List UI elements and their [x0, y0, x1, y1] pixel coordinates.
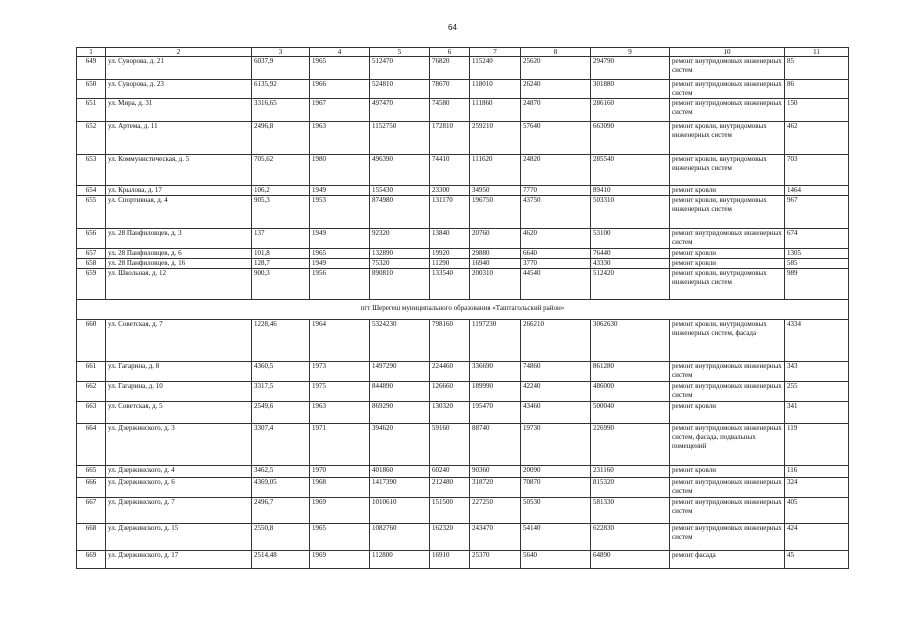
- cost-col-7: 243470: [470, 524, 521, 551]
- area: 4360,5: [252, 362, 310, 382]
- column-number: 9: [591, 48, 670, 57]
- work-type: ремонт внутридомовых инженерных систем: [670, 478, 785, 498]
- table-row: [77, 478, 849, 498]
- cost-col-8: 26240: [521, 80, 591, 99]
- row-number: 664: [77, 424, 106, 466]
- cost-col-7: 200310: [470, 269, 521, 300]
- cost-col-7: 118010: [470, 80, 521, 99]
- column-number-row: [77, 48, 849, 57]
- cost-col-7: 90360: [470, 466, 521, 478]
- table-row: [77, 524, 849, 551]
- cost-col-6: 798160: [430, 320, 470, 362]
- row-number: 655: [77, 196, 106, 229]
- cost-col-9: 663090: [591, 122, 670, 155]
- section-heading-row: [77, 300, 849, 320]
- cost-col-7: 196750: [470, 196, 521, 229]
- cost-col-8: 3770: [521, 259, 591, 269]
- address: ул. Гагарина, д. 10: [106, 382, 252, 402]
- table-row: [77, 122, 849, 155]
- cost-col-6: 172810: [430, 122, 470, 155]
- cost-col-8: 24820: [521, 155, 591, 186]
- cost-col-6: 19920: [430, 249, 470, 259]
- address: ул. 28 Панфиловцев, д. 6: [106, 249, 252, 259]
- table-row: [77, 320, 849, 362]
- work-type: ремонт кровли: [670, 259, 785, 269]
- table-row: [77, 229, 849, 249]
- cost-col-7: 111860: [470, 99, 521, 122]
- value-col-11: 1305: [785, 249, 849, 259]
- address: ул. Школьная, д. 12: [106, 269, 252, 300]
- area: 2514,48: [252, 551, 310, 569]
- work-type: ремонт внутридомовых инженерных систем: [670, 524, 785, 551]
- cost-col-9: 53100: [591, 229, 670, 249]
- table-row: [77, 155, 849, 186]
- work-type: ремонт внутридомовых инженерных систем: [670, 80, 785, 99]
- cost-col-9: 861280: [591, 362, 670, 382]
- area: 3317,5: [252, 382, 310, 402]
- area: 6135,92: [252, 80, 310, 99]
- repair-program-table: [76, 47, 849, 569]
- cost-col-7: 29880: [470, 249, 521, 259]
- table-row: [77, 382, 849, 402]
- cost-col-6: 212480: [430, 478, 470, 498]
- cost-col-7: 189990: [470, 382, 521, 402]
- total-cost: 844890: [370, 382, 430, 402]
- year: 1963: [310, 122, 370, 155]
- value-col-11: 674: [785, 229, 849, 249]
- year: 1965: [310, 57, 370, 80]
- total-cost: 497470: [370, 99, 430, 122]
- cost-col-7: 88740: [470, 424, 521, 466]
- row-number: 654: [77, 186, 106, 196]
- year: 1980: [310, 155, 370, 186]
- year: 1953: [310, 196, 370, 229]
- area: 137: [252, 229, 310, 249]
- cost-col-8: 266210: [521, 320, 591, 362]
- cost-col-7: 336690: [470, 362, 521, 382]
- address: ул. Дзержинского, д. 15: [106, 524, 252, 551]
- year: 1965: [310, 524, 370, 551]
- column-number: 1: [77, 48, 106, 57]
- table-row: [77, 362, 849, 382]
- work-type: ремонт кровли, внутридомовых инженерных систем: [670, 155, 785, 186]
- cost-col-9: 512420: [591, 269, 670, 300]
- table-row: [77, 466, 849, 478]
- cost-col-6: 60240: [430, 466, 470, 478]
- address: ул. Дзержинского, д. 17: [106, 551, 252, 569]
- cost-col-8: 74860: [521, 362, 591, 382]
- cost-col-9: 301880: [591, 80, 670, 99]
- cost-col-6: 13840: [430, 229, 470, 249]
- area: 900,3: [252, 269, 310, 300]
- table-row: [77, 424, 849, 466]
- work-type: ремонт внутридомовых инженерных систем: [670, 57, 785, 80]
- value-col-11: 119: [785, 424, 849, 466]
- work-type: ремонт внутридомовых инженерных систем: [670, 99, 785, 122]
- column-number: 5: [370, 48, 430, 57]
- total-cost: 512470: [370, 57, 430, 80]
- year: 1968: [310, 478, 370, 498]
- row-number: 653: [77, 155, 106, 186]
- total-cost: 1497290: [370, 362, 430, 382]
- work-type: ремонт кровли, внутридомовых инженерных систем, фасада: [670, 320, 785, 362]
- year: 1967: [310, 99, 370, 122]
- year: 1956: [310, 269, 370, 300]
- value-col-11: 116: [785, 466, 849, 478]
- column-number: 7: [470, 48, 521, 57]
- row-number: 649: [77, 57, 106, 80]
- year: 1966: [310, 80, 370, 99]
- table-row: [77, 498, 849, 524]
- area: 6037,9: [252, 57, 310, 80]
- table-row: [77, 99, 849, 122]
- table-row: [77, 57, 849, 80]
- total-cost: 75320: [370, 259, 430, 269]
- cost-col-7: 227250: [470, 498, 521, 524]
- cost-col-6: 11290: [430, 259, 470, 269]
- table-row: [77, 80, 849, 99]
- cost-col-9: 581330: [591, 498, 670, 524]
- cost-col-9: 500040: [591, 402, 670, 424]
- cost-col-7: 34950: [470, 186, 521, 196]
- area: 2496,8: [252, 122, 310, 155]
- section-heading: пгт Шерегеш муниципального образования «Таштагольский район»: [77, 300, 849, 320]
- cost-col-9: 89410: [591, 186, 670, 196]
- area: 705,62: [252, 155, 310, 186]
- cost-col-6: 16910: [430, 551, 470, 569]
- area: 106,2: [252, 186, 310, 196]
- work-type: ремонт кровли: [670, 249, 785, 259]
- work-type: ремонт внутридомовых инженерных систем, фасада, подвальных помещений: [670, 424, 785, 466]
- table-row: [77, 196, 849, 229]
- cost-col-7: 16940: [470, 259, 521, 269]
- year: 1975: [310, 382, 370, 402]
- row-number: 656: [77, 229, 106, 249]
- total-cost: 394620: [370, 424, 430, 466]
- cost-col-6: 131170: [430, 196, 470, 229]
- work-type: ремонт кровли, внутридомовых инженерных систем: [670, 196, 785, 229]
- table-row: [77, 249, 849, 259]
- table-row: [77, 551, 849, 569]
- table-body-part-1: [77, 48, 849, 300]
- work-type: ремонт кровли, внутридомовых инженерных систем: [670, 269, 785, 300]
- value-col-11: 341: [785, 402, 849, 424]
- cost-col-6: 74410: [430, 155, 470, 186]
- year: 1949: [310, 186, 370, 196]
- address: ул. Коммунистическая, д. 5: [106, 155, 252, 186]
- row-number: 658: [77, 259, 106, 269]
- year: 1971: [310, 424, 370, 466]
- total-cost: 1010610: [370, 498, 430, 524]
- work-type: ремонт кровли: [670, 402, 785, 424]
- cost-col-9: 43330: [591, 259, 670, 269]
- address: ул. Суворова, д. 23: [106, 80, 252, 99]
- cost-col-9: 503310: [591, 196, 670, 229]
- value-col-11: 989: [785, 269, 849, 300]
- cost-col-9: 285540: [591, 155, 670, 186]
- cost-col-6: 59160: [430, 424, 470, 466]
- row-number: 661: [77, 362, 106, 382]
- cost-col-7: 195470: [470, 402, 521, 424]
- cost-col-7: 111620: [470, 155, 521, 186]
- area: 905,3: [252, 196, 310, 229]
- column-number: 4: [310, 48, 370, 57]
- cost-col-8: 42240: [521, 382, 591, 402]
- cost-col-8: 25620: [521, 57, 591, 80]
- cost-col-8: 44540: [521, 269, 591, 300]
- row-number: 669: [77, 551, 106, 569]
- address: ул. Дзержинского, д. 6: [106, 478, 252, 498]
- cost-col-8: 5640: [521, 551, 591, 569]
- cost-col-8: 4620: [521, 229, 591, 249]
- cost-col-8: 50530: [521, 498, 591, 524]
- table-row: [77, 402, 849, 424]
- value-col-11: 324: [785, 478, 849, 498]
- cost-col-6: 23300: [430, 186, 470, 196]
- area: 3316,65: [252, 99, 310, 122]
- value-col-11: 85: [785, 57, 849, 80]
- column-number: 2: [106, 48, 252, 57]
- cost-col-9: 64890: [591, 551, 670, 569]
- cost-col-8: 19730: [521, 424, 591, 466]
- area: 3307,4: [252, 424, 310, 466]
- total-cost: 874980: [370, 196, 430, 229]
- cost-col-7: 20760: [470, 229, 521, 249]
- area: 2549,6: [252, 402, 310, 424]
- row-number: 651: [77, 99, 106, 122]
- cost-col-6: 78670: [430, 80, 470, 99]
- cost-col-8: 43460: [521, 402, 591, 424]
- value-col-11: 255: [785, 382, 849, 402]
- total-cost: 1152750: [370, 122, 430, 155]
- row-number: 663: [77, 402, 106, 424]
- total-cost: 496390: [370, 155, 430, 186]
- year: 1969: [310, 551, 370, 569]
- cost-col-6: 126660: [430, 382, 470, 402]
- column-number: 3: [252, 48, 310, 57]
- address: ул. Спортивная, д. 4: [106, 196, 252, 229]
- total-cost: 5324230: [370, 320, 430, 362]
- cost-col-9: 294790: [591, 57, 670, 80]
- row-number: 659: [77, 269, 106, 300]
- total-cost: 155430: [370, 186, 430, 196]
- column-number: 11: [785, 48, 849, 57]
- value-col-11: 4334: [785, 320, 849, 362]
- address: ул. Суворова, д. 21: [106, 57, 252, 80]
- work-type: ремонт кровли: [670, 186, 785, 196]
- address: ул. Дзержинского, д. 7: [106, 498, 252, 524]
- cost-col-7: 259210: [470, 122, 521, 155]
- page-number: 64: [448, 23, 457, 32]
- row-number: 650: [77, 80, 106, 99]
- value-col-11: 343: [785, 362, 849, 382]
- section-heading-body: [77, 300, 849, 320]
- total-cost: 1417390: [370, 478, 430, 498]
- row-number: 660: [77, 320, 106, 362]
- cost-col-9: 622830: [591, 524, 670, 551]
- value-col-11: 703: [785, 155, 849, 186]
- table-body-part-2: [77, 320, 849, 569]
- cost-col-6: 151500: [430, 498, 470, 524]
- area: 101,8: [252, 249, 310, 259]
- area: 2550,8: [252, 524, 310, 551]
- cost-col-6: 224460: [430, 362, 470, 382]
- cost-col-6: 133540: [430, 269, 470, 300]
- total-cost: 401860: [370, 466, 430, 478]
- address: ул. 28 Панфиловцев, д. 16: [106, 259, 252, 269]
- row-number: 667: [77, 498, 106, 524]
- work-type: ремонт фасада: [670, 551, 785, 569]
- year: 1973: [310, 362, 370, 382]
- row-number: 665: [77, 466, 106, 478]
- address: ул. Советская, д. 7: [106, 320, 252, 362]
- value-col-11: 967: [785, 196, 849, 229]
- cost-col-8: 57640: [521, 122, 591, 155]
- total-cost: 524810: [370, 80, 430, 99]
- cost-col-9: 286160: [591, 99, 670, 122]
- address: ул. Дзержинского, д. 4: [106, 466, 252, 478]
- row-number: 662: [77, 382, 106, 402]
- total-cost: 1082760: [370, 524, 430, 551]
- area: 4369,05: [252, 478, 310, 498]
- address: ул. Артема, д. 11: [106, 122, 252, 155]
- address: ул. Дзержинского, д. 3: [106, 424, 252, 466]
- cost-col-8: 43750: [521, 196, 591, 229]
- row-number: 652: [77, 122, 106, 155]
- total-cost: 92320: [370, 229, 430, 249]
- cost-col-7: 115240: [470, 57, 521, 80]
- cost-col-9: 815320: [591, 478, 670, 498]
- work-type: ремонт кровли: [670, 466, 785, 478]
- work-type: ремонт внутридомовых инженерных систем: [670, 362, 785, 382]
- area: 1228,46: [252, 320, 310, 362]
- year: 1964: [310, 320, 370, 362]
- year: 1965: [310, 249, 370, 259]
- cost-col-9: 231160: [591, 466, 670, 478]
- total-cost: 132890: [370, 249, 430, 259]
- area: 2496,7: [252, 498, 310, 524]
- row-number: 668: [77, 524, 106, 551]
- value-col-11: 1464: [785, 186, 849, 196]
- cost-col-6: 74580: [430, 99, 470, 122]
- address: ул. Гагарина, д. 8: [106, 362, 252, 382]
- cost-col-6: 76820: [430, 57, 470, 80]
- area: 3462,5: [252, 466, 310, 478]
- row-number: 657: [77, 249, 106, 259]
- total-cost: 890810: [370, 269, 430, 300]
- address: ул. Мира, д. 31: [106, 99, 252, 122]
- value-col-11: 405: [785, 498, 849, 524]
- value-col-11: 462: [785, 122, 849, 155]
- value-col-11: 45: [785, 551, 849, 569]
- value-col-11: 86: [785, 80, 849, 99]
- column-number: 8: [521, 48, 591, 57]
- cost-col-9: 486000: [591, 382, 670, 402]
- address: ул. 28 Панфиловцев, д. 3: [106, 229, 252, 249]
- work-type: ремонт внутридомовых инженерных систем: [670, 498, 785, 524]
- address: ул. Крылова, д. 17: [106, 186, 252, 196]
- cost-col-7: 1197230: [470, 320, 521, 362]
- cost-col-7: 25370: [470, 551, 521, 569]
- work-type: ремонт внутридомовых инженерных систем: [670, 382, 785, 402]
- area: 128,7: [252, 259, 310, 269]
- table-row: [77, 259, 849, 269]
- year: 1963: [310, 402, 370, 424]
- year: 1949: [310, 229, 370, 249]
- cost-col-8: 70870: [521, 478, 591, 498]
- table-row: [77, 186, 849, 196]
- cost-col-6: 162320: [430, 524, 470, 551]
- value-col-11: 424: [785, 524, 849, 551]
- total-cost: 869290: [370, 402, 430, 424]
- table-row: [77, 269, 849, 300]
- column-number: 6: [430, 48, 470, 57]
- address: ул. Советская, д. 5: [106, 402, 252, 424]
- cost-col-9: 3062630: [591, 320, 670, 362]
- row-number: 666: [77, 478, 106, 498]
- value-col-11: 585: [785, 259, 849, 269]
- year: 1949: [310, 259, 370, 269]
- total-cost: 112800: [370, 551, 430, 569]
- cost-col-8: 7770: [521, 186, 591, 196]
- year: 1970: [310, 466, 370, 478]
- cost-col-9: 226990: [591, 424, 670, 466]
- year: 1969: [310, 498, 370, 524]
- cost-col-9: 76440: [591, 249, 670, 259]
- column-number: 10: [670, 48, 785, 57]
- cost-col-8: 6640: [521, 249, 591, 259]
- cost-col-8: 20090: [521, 466, 591, 478]
- cost-col-8: 54140: [521, 524, 591, 551]
- cost-col-7: 318720: [470, 478, 521, 498]
- cost-col-8: 24870: [521, 99, 591, 122]
- cost-col-6: 130320: [430, 402, 470, 424]
- work-type: ремонт кровли, внутридомовых инженерных систем: [670, 122, 785, 155]
- value-col-11: 150: [785, 99, 849, 122]
- work-type: ремонт внутридомовых инженерных систем: [670, 229, 785, 249]
